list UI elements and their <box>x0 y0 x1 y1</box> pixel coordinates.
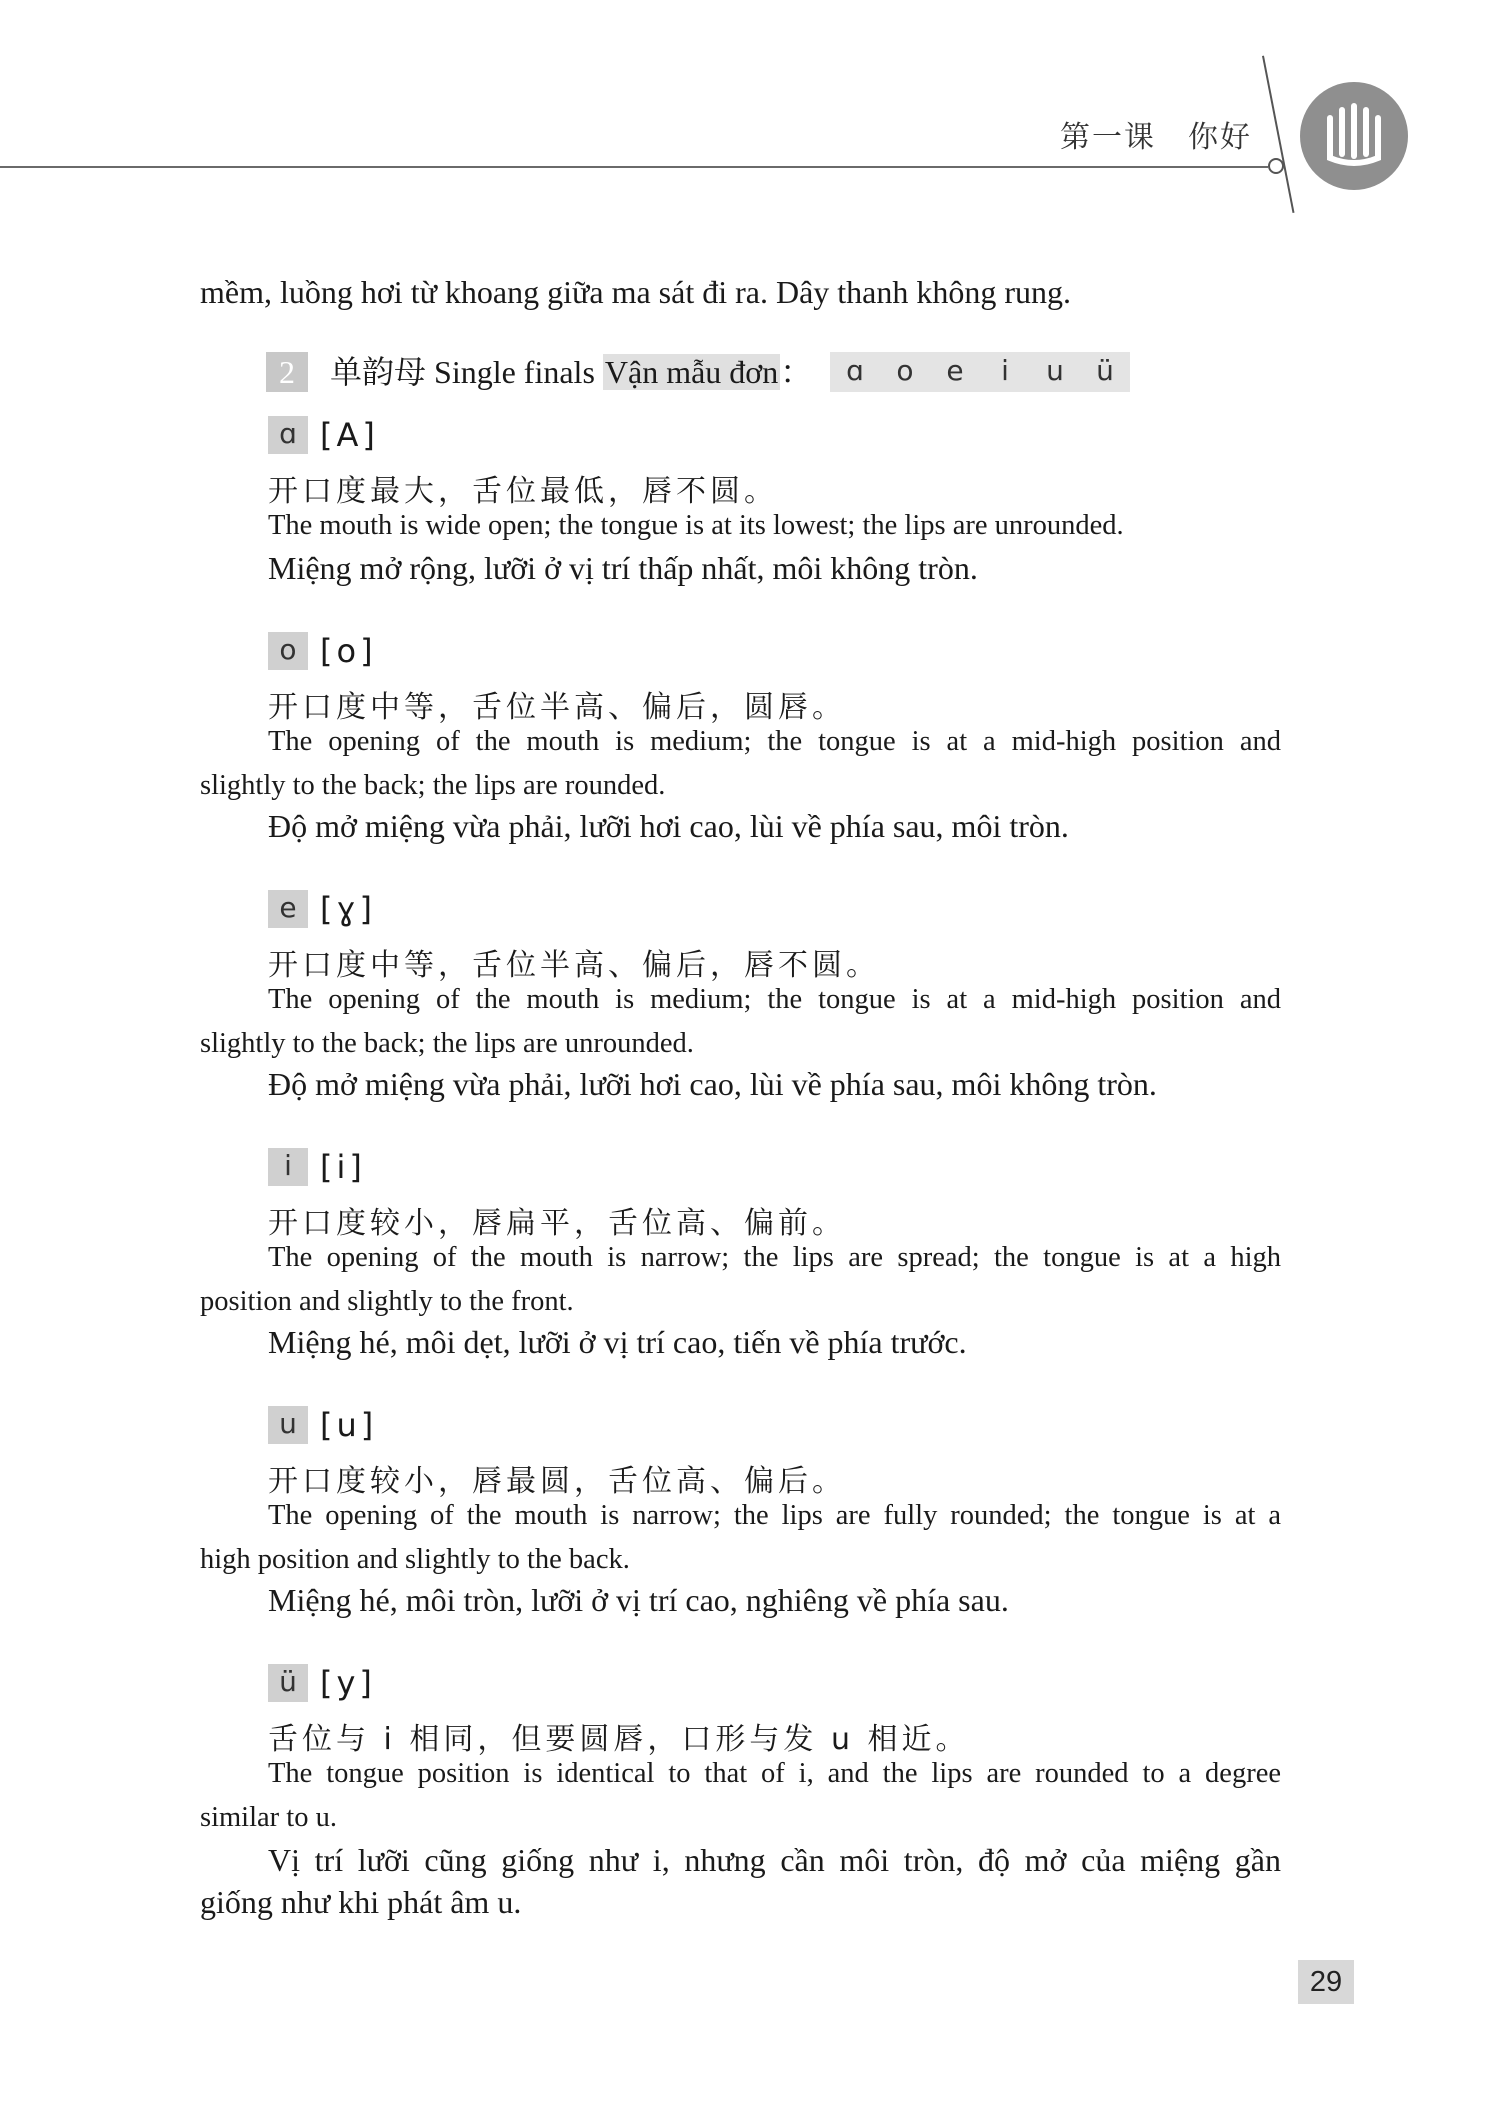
section-number: 2 <box>266 352 308 392</box>
entry-en-cont: position and slightly to the front. <box>200 1286 574 1317</box>
section-title-colon: ： <box>780 354 813 390</box>
section-title-en: Single finals <box>434 354 595 390</box>
entry-letter: i <box>268 1148 308 1186</box>
entry-en: The opening of the mouth is narrow; the lips are fully rounded; the tongue is at a <box>268 1500 1281 1531</box>
final-e: e <box>946 354 964 387</box>
entry-en: The opening of the mouth is narrow; the lips are spread; the tongue is at a high <box>268 1242 1281 1273</box>
page-number: 29 <box>1298 1960 1354 2004</box>
section-title-zh: 单韵母 <box>330 354 427 390</box>
book-logo-icon <box>1300 82 1408 190</box>
header-divider <box>1262 56 1294 213</box>
entry-vi: Vị trí lưỡi cũng giống như i, nhưng cần môi tròn, độ mở của miệng gần <box>268 1842 1281 1878</box>
entry-ipa: [A] <box>320 416 379 454</box>
header-title: 第一课 你好 <box>1060 121 1252 154</box>
entry-en-cont: high position and slightly to the back. <box>200 1544 630 1575</box>
header-circle-ornament <box>1268 158 1284 174</box>
entry-en-cont: similar to u. <box>200 1802 337 1833</box>
entry-letter: u <box>268 1406 308 1444</box>
entry-zh: 开口度最大，舌位最低，唇不圆。 <box>268 474 778 509</box>
section-title-vi: Vận mẫu đơn <box>604 354 779 390</box>
entry-letter: ü <box>268 1664 308 1702</box>
final-a: ɑ <box>846 354 864 387</box>
entry-vi-cont: giống như khi phát âm u. <box>200 1884 522 1920</box>
entry-letter: ɑ <box>268 416 308 454</box>
entry-ipa: [u] <box>320 1406 378 1444</box>
entry-vi: Độ mở miệng vừa phải, lưỡi hơi cao, lùi về phía sau, môi tròn. <box>268 808 1069 844</box>
entry-zh: 开口度中等，舌位半高、偏后，圆唇。 <box>268 690 846 725</box>
header-rule <box>0 166 1268 168</box>
entry-en-cont: slightly to the back; the lips are unrounded. <box>200 1028 694 1059</box>
entry-vi: Độ mở miệng vừa phải, lưỡi hơi cao, lùi về phía sau, môi không tròn. <box>268 1066 1157 1102</box>
finals-strip <box>830 352 1130 392</box>
entry-ipa: [y] <box>320 1664 376 1702</box>
entry-vi: Miệng hé, môi dẹt, lưỡi ở vị trí cao, tiến về phía trước. <box>268 1324 967 1360</box>
final-i: i <box>1001 354 1009 387</box>
entry-zh: 开口度较小，唇最圆，舌位高、偏后。 <box>268 1464 846 1499</box>
entry-en-cont: slightly to the back; the lips are rounded. <box>200 770 666 801</box>
entry-ipa: [i] <box>320 1148 366 1186</box>
final-yu: ü <box>1096 354 1114 387</box>
entry-vi: Miệng hé, môi tròn, lưỡi ở vị trí cao, nghiêng về phía sau. <box>268 1582 1009 1618</box>
entry-vi: Miệng mở rộng, lưỡi ở vị trí thấp nhất, môi không tròn. <box>268 550 978 586</box>
entry-en: The opening of the mouth is medium; the tongue is at a mid-high position and <box>268 726 1281 757</box>
entry-ipa: [ɣ] <box>320 890 377 928</box>
entry-zh: 开口度中等，舌位半高、偏后，唇不圆。 <box>268 948 880 983</box>
entry-en: The mouth is wide open; the tongue is at its lowest; the lips are unrounded. <box>268 510 1124 541</box>
entry-zh: 开口度较小，唇扁平，舌位高、偏前。 <box>268 1206 846 1241</box>
entry-letter: o <box>268 632 308 670</box>
entry-letter: e <box>268 890 308 928</box>
section-title <box>330 352 812 392</box>
intro-text: mềm, luồng hơi từ khoang giữa ma sát đi ra. Dây thanh không rung. <box>200 274 1072 310</box>
final-o: o <box>896 354 914 387</box>
entry-ipa: [o] <box>320 632 377 670</box>
final-u: u <box>1046 354 1064 387</box>
entry-zh: 舌位与 i 相同，但要圆唇，口形与发 u 相近。 <box>268 1722 970 1757</box>
entry-en: The tongue position is identical to that of i, and the lips are rounded to a degree <box>268 1758 1281 1789</box>
entry-en: The opening of the mouth is medium; the tongue is at a mid-high position and <box>268 984 1281 1015</box>
